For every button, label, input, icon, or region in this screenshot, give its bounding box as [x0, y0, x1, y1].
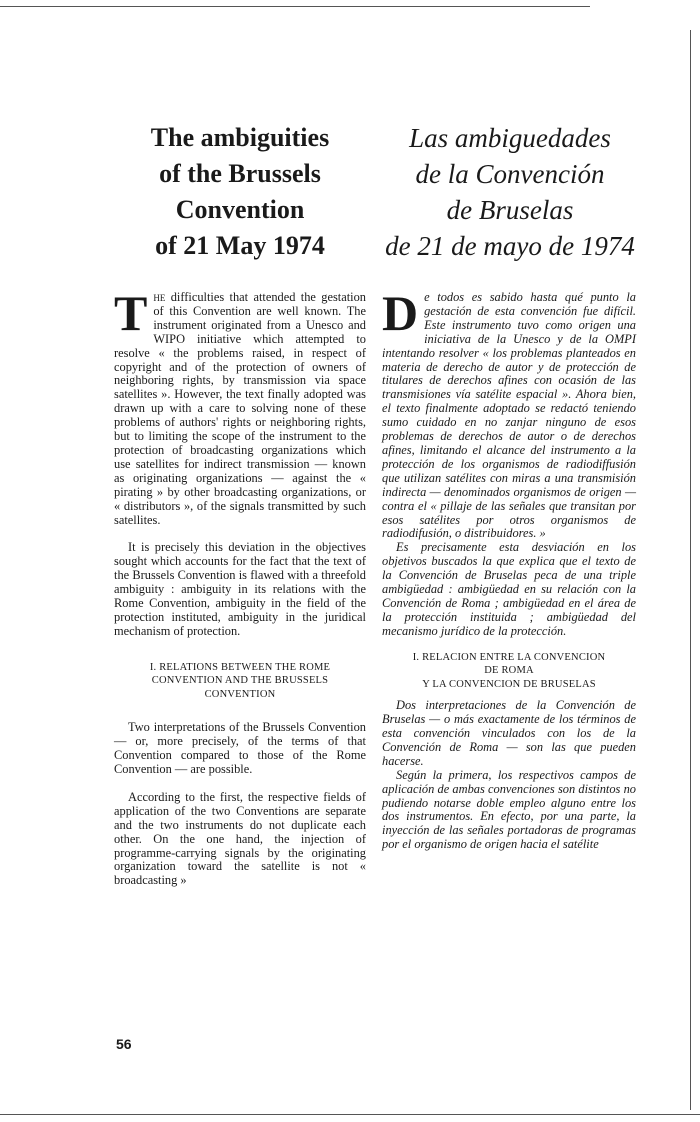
english-paragraph-3: Two interpretations of the Brussels Convention — or, more precisely, of the terms of that Convention compared to those of the Rome Convention — are possible. — [114, 720, 366, 776]
english-lead-in: he — [153, 290, 166, 304]
english-title-line: The ambiguities — [150, 123, 330, 152]
english-title-line: of 21 May 1974 — [155, 231, 325, 260]
english-column — [114, 285, 366, 888]
english-heading-line: CONVENTION AND THE BRUSSELS — [151, 675, 329, 687]
english-heading-line: I. RELATIONS BETWEEN THE ROME — [149, 661, 331, 673]
english-section-heading — [124, 661, 356, 702]
top-rule — [0, 6, 590, 7]
spanish-paragraph-4: Según la primera, los respectivos campos de aplicación de ambas convenciones son distintos no pudiendo notarse doble empleo alguno entre los dos instrumentos. En efecto, por una parte, la inyección de las señales portadoras de programas por el organismo de origen hacia el satélite — [382, 767, 636, 852]
english-title-line: of the Brussels — [159, 159, 321, 188]
english-paragraph-1 — [114, 285, 366, 527]
spanish-section-heading — [388, 651, 630, 692]
english-drop-cap: T — [114, 285, 148, 341]
spanish-paragraph-1-text: e todos es sabido hasta qué punto la gestación de esta convención fue difícil. Este instrumento tuvo como origen una iniciativa de la Unesco y de la OMPI intentando resolver « los problemas planteados en materia de derecho de autor y de protección de titulares de derechos afines con ocasión de las transmisiones vía satélite espacial ». Ahora bien, el texto finalmente adoptado se redactó teniendo sumo cuidado en no zanjar ninguno de esos problemas de derechos de autor o de derechos afines, limitando el alcance del instrumento a la protección de los organismos de radiodiffusión que utilizan satélites con miras a una transmisión indirecta — denominados organismos de origen — contra el « pillaje de las señales que transitan por esos satélites por otros organismos de radiodifusión, o distribuidores. » — [382, 290, 636, 541]
english-paragraph-2: It is precisely this deviation in the objectives sought which accounts for the fact that the text of the Brussels Convention is flawed with a threefold ambiguity : ambiguity in its relations with the Rome Convention, ambiguity in the field of the protection instituted, ambiguity in the juridical mechanism of protection. — [114, 540, 366, 638]
spanish-paragraph-3: Dos interpretaciones de la Convención de Bruselas — o más exactamente de los términos de esta convención vinculados con los de la Convención de Roma — son las que pueden hacerse. — [382, 698, 636, 768]
english-heading-line: CONVENTION — [204, 688, 276, 700]
spanish-heading-line: I. RELACION ENTRE LA CONVENCION — [412, 651, 606, 663]
spanish-column — [382, 285, 636, 852]
bottom-rule — [0, 1114, 700, 1115]
spanish-paragraph-2: Es precisamente esta desviación en los objetivos buscados la que explica que el texto de la Convención de Bruselas peca de una triple ambigüedad : ambigüedad en su relación con la Convención de Roma ; ambigüedad en el área de la protección instituida ; ambigüedad del mecanismo jurídico de la protección. — [382, 540, 636, 638]
spanish-heading-line: Y LA CONVENCION DE BRUSELAS — [422, 678, 596, 690]
spanish-title-line: de 21 de mayo de 1974 — [385, 231, 635, 261]
spanish-title-line: de la Convención — [415, 159, 605, 189]
spanish-paragraph-1 — [382, 285, 636, 541]
page-number: 56 — [116, 1036, 132, 1052]
english-paragraph-4: According to the first, the respective fields of application of the two Conventions are separate and the two instruments do not duplicate each other. On the one hand, the injection of programme-carrying signals by the originating organization toward the satellite is not « broadcasting » — [114, 789, 366, 888]
english-title — [124, 120, 356, 264]
spanish-title-line: Las ambiguedades — [409, 123, 611, 153]
english-paragraph-1-text: difficulties that attended the gestation of this Convention are well known. The instrument originated from a Unesco and WIPO initiative which attempted to resolve « the problems raised, in respect of copyright and of the protection of owners of neighboring rights, by transmission via space satellites ». However, the text finally adopted was drawn up with a care to solving none of these problems of authors' rights or neighboring rights, but to limiting the scope of the instrument to the protection of broadcasting organizations which use satellites for indirect transmission — known as originating organizations — against the « pirating » by other broadcasting organizations, or « distributors », of the signals transmitted by such satellites. — [114, 290, 366, 527]
spanish-heading-line: DE ROMA — [484, 665, 534, 677]
spanish-drop-cap: D — [382, 285, 419, 341]
spanish-title — [378, 120, 642, 264]
right-margin-rule — [690, 30, 691, 1110]
spanish-title-line: de Bruselas — [446, 195, 574, 225]
english-title-line: Convention — [175, 195, 305, 224]
